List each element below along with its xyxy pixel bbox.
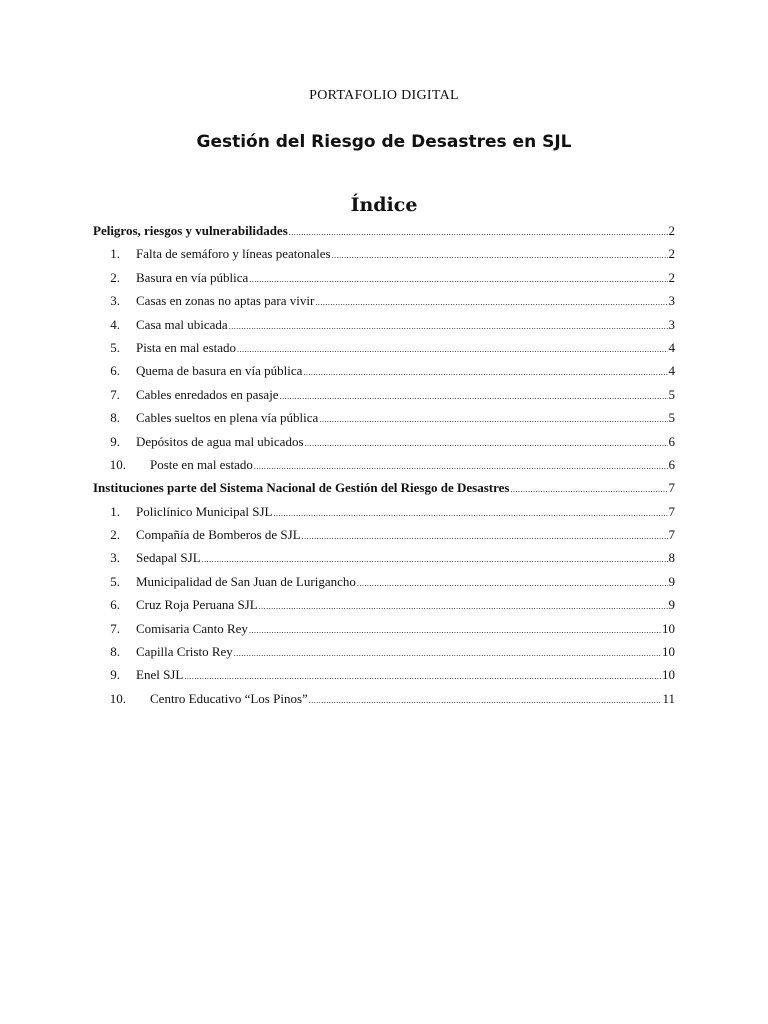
toc-item-number: 9.: [110, 667, 120, 683]
toc-item-entry[interactable]: [93, 241, 675, 264]
toc-heading: Índice: [350, 194, 418, 216]
toc-item-title: Policlínico Municipal SJL: [136, 503, 273, 519]
toc-page-number: 2: [668, 269, 675, 285]
toc-leader-dots: [303, 363, 667, 382]
toc-item-entry[interactable]: [93, 265, 675, 288]
toc-leader-dots: [510, 480, 667, 499]
toc-page-number: 2: [668, 246, 675, 262]
toc-item-title: Sedapal SJL: [136, 550, 201, 566]
toc-item-title: Municipalidad de San Juan de Lurigancho: [136, 573, 356, 589]
toc-item-entry[interactable]: [93, 452, 675, 475]
toc-item-title: Depósitos de agua mal ubicados: [136, 433, 304, 449]
toc-page-number: 4: [668, 339, 675, 355]
toc-item-number: 2.: [110, 269, 120, 285]
toc-item-title: Basura en vía pública: [136, 269, 249, 285]
toc-page-number: 10: [662, 667, 675, 683]
toc-item-number: 7.: [110, 386, 120, 402]
toc-item-entry[interactable]: [93, 499, 675, 522]
toc-page-number: 9: [668, 597, 675, 613]
toc-leader-dots: [289, 223, 668, 242]
toc-leader-dots: [184, 667, 661, 686]
toc-item-number: 3.: [110, 293, 120, 309]
toc-item-entry[interactable]: [93, 358, 675, 381]
toc-section-entry[interactable]: [93, 475, 675, 498]
toc-item-title: Pista en mal estado: [136, 339, 237, 355]
toc-item-number: 10.: [109, 690, 126, 706]
document-header: PORTAFOLIO DIGITAL: [309, 88, 459, 103]
toc-item-entry[interactable]: [93, 382, 675, 405]
toc-item-title: Comisaria Canto Rey: [136, 620, 248, 636]
toc-page-number: 7: [668, 480, 675, 496]
toc-leader-dots: [357, 574, 668, 593]
document-title: Gestión del Riesgo de Desastres en SJL: [196, 132, 572, 152]
toc-item-title: Falta de semáforo y líneas peatonales: [136, 246, 331, 262]
toc-item-number: 8.: [110, 410, 120, 426]
toc-leader-dots: [254, 457, 668, 476]
toc-page-number: 7: [668, 503, 675, 519]
table-of-contents: [93, 218, 675, 709]
toc-item-number: 7.: [110, 620, 120, 636]
toc-leader-dots: [302, 527, 668, 546]
toc-leader-dots: [229, 317, 668, 336]
toc-item-title: Compañía de Bomberos de SJL: [136, 527, 301, 543]
toc-page-number: 4: [668, 363, 675, 379]
toc-leader-dots: [274, 504, 668, 523]
toc-leader-dots: [202, 550, 668, 569]
toc-item-number: 1.: [110, 503, 120, 519]
toc-item-title: Quema de basura en vía pública: [136, 363, 303, 379]
toc-page-number: 6: [668, 433, 675, 449]
toc-item-title: Cables enredados en pasaje: [136, 386, 279, 402]
toc-page-number: 7: [668, 527, 675, 543]
toc-item-entry[interactable]: [93, 288, 675, 311]
toc-leader-dots: [332, 246, 668, 265]
toc-page-number: 9: [668, 573, 675, 589]
toc-item-number: 3.: [110, 550, 120, 566]
toc-item-number: 2.: [110, 527, 120, 543]
toc-item-entry[interactable]: [93, 686, 675, 709]
toc-section-entry[interactable]: [93, 218, 675, 241]
toc-item-number: 9.: [110, 433, 120, 449]
toc-item-number: 6.: [110, 597, 120, 613]
toc-page-number: 6: [668, 456, 675, 472]
toc-item-number: 5.: [110, 573, 120, 589]
toc-page-number: 2: [668, 223, 675, 238]
toc-item-number: 1.: [110, 246, 120, 262]
toc-item-entry[interactable]: [93, 592, 675, 615]
toc-item-title: Casas en zonas no aptas para vivir: [136, 293, 315, 309]
toc-item-entry[interactable]: [93, 616, 675, 639]
toc-item-number: 5.: [110, 339, 120, 355]
toc-item-title: Cruz Roja Peruana SJL: [136, 597, 258, 613]
toc-leader-dots: [305, 434, 668, 453]
toc-item-title: Cables sueltos en plena vía pública: [136, 410, 319, 426]
toc-section-title: Instituciones parte del Sistema Nacional de Gestión del Riesgo de Desastres: [93, 480, 510, 496]
toc-item-entry[interactable]: [93, 662, 675, 685]
toc-item-entry[interactable]: [93, 545, 675, 568]
toc-item-number: 8.: [110, 644, 120, 660]
toc-page-number: 3: [668, 293, 675, 309]
toc-leader-dots: [249, 621, 661, 640]
toc-leader-dots: [259, 597, 668, 616]
toc-leader-dots: [309, 691, 662, 710]
toc-item-entry[interactable]: [93, 335, 675, 358]
toc-item-title: Poste en mal estado: [150, 456, 253, 472]
toc-item-entry[interactable]: [93, 405, 675, 428]
toc-leader-dots: [280, 387, 668, 406]
toc-leader-dots: [234, 644, 661, 663]
toc-page-number: 5: [668, 386, 675, 402]
toc-leader-dots: [249, 270, 667, 289]
toc-page-number: 8: [668, 550, 675, 566]
toc-item-title: Capilla Cristo Rey: [136, 644, 233, 660]
toc-section-title: Peligros, riesgos y vulnerabilidades: [93, 223, 288, 238]
toc-item-entry[interactable]: [93, 312, 675, 335]
toc-leader-dots: [315, 293, 667, 312]
toc-item-title: Centro Educativo “Los Pinos”: [150, 690, 308, 706]
toc-page-number: 11: [662, 690, 675, 706]
toc-page-number: 5: [668, 410, 675, 426]
toc-item-title: Casa mal ubicada: [136, 316, 228, 332]
toc-item-entry[interactable]: [93, 569, 675, 592]
toc-item-entry[interactable]: [93, 639, 675, 662]
toc-page-number: 10: [662, 620, 675, 636]
toc-item-number: 6.: [110, 363, 120, 379]
toc-item-number: 4.: [110, 316, 120, 332]
toc-item-entry[interactable]: [93, 522, 675, 545]
toc-page-number: 10: [662, 644, 675, 660]
toc-page-number: 3: [668, 316, 675, 332]
toc-item-entry[interactable]: [93, 429, 675, 452]
toc-item-title: Enel SJL: [136, 667, 184, 683]
toc-leader-dots: [237, 340, 667, 359]
toc-leader-dots: [319, 410, 667, 429]
toc-item-number: 10.: [109, 456, 126, 472]
